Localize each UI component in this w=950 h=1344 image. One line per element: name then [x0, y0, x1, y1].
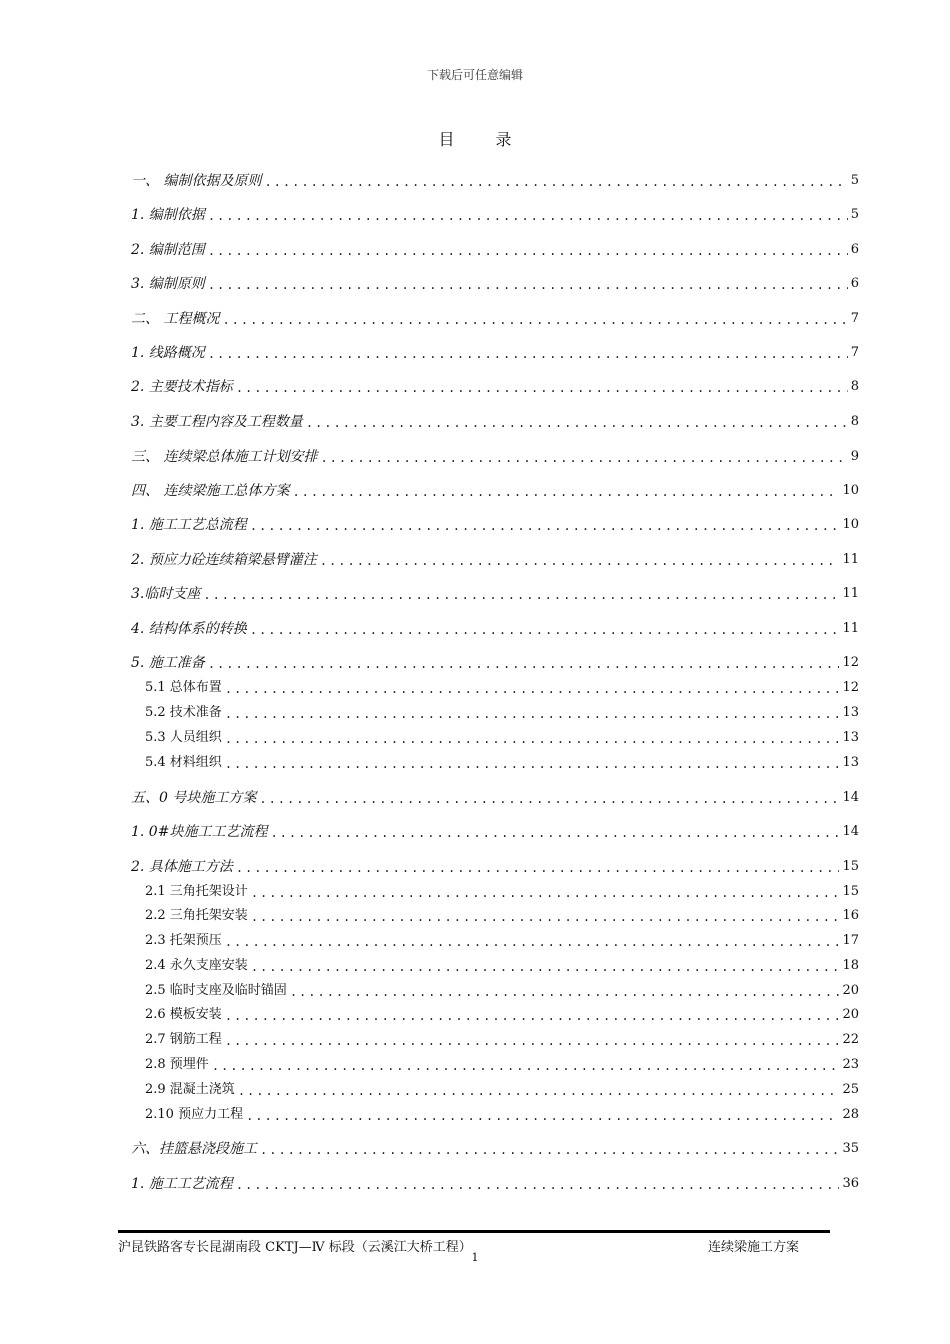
toc-entry-page: 22: [842, 1032, 859, 1047]
toc-dot-leader: [306, 414, 848, 432]
toc-entry-page: 13: [842, 705, 859, 720]
toc-dot-leader: [250, 621, 840, 639]
toc-dot-leader: [260, 1141, 839, 1159]
toc-entry-page: 14: [842, 824, 859, 839]
toc-entry[interactable]: [131, 274, 859, 294]
toc-entry[interactable]: [131, 550, 859, 570]
toc-entry-label: 1. 施工工艺总流程: [131, 517, 247, 533]
toc-entry[interactable]: [131, 205, 859, 225]
toc-entry-label: 2.7 钢筋工程: [145, 1032, 222, 1047]
toc-dot-leader: [225, 755, 840, 773]
toc-dot-leader: [236, 379, 848, 397]
toc-entry-label: 2.10 预应力工程: [145, 1107, 244, 1122]
toc-entry-page: 8: [850, 379, 859, 394]
toc-entry-label: 2. 具体施工方法: [131, 859, 233, 875]
toc-entry[interactable]: [131, 584, 859, 604]
toc-entry-page: 13: [842, 755, 859, 770]
toc-dot-leader: [264, 173, 847, 191]
toc-entry-page: 25: [842, 1082, 859, 1097]
toc-dot-leader: [290, 983, 840, 1001]
toc-entry-page: 11: [842, 621, 859, 636]
toc-entry[interactable]: [131, 240, 859, 260]
toc-entry-page: 16: [842, 908, 859, 923]
toc-dot-leader: [222, 311, 847, 329]
toc-entry[interactable]: [145, 956, 859, 976]
toc-dot-leader: [251, 884, 840, 902]
toc-entry-label: 2.6 模板安装: [145, 1007, 222, 1022]
toc-entry-label: 2.5 临时支座及临时锚固: [145, 983, 287, 998]
toc-entry-label: 4. 结构体系的转换: [131, 621, 247, 637]
toc-entry[interactable]: [131, 619, 859, 639]
toc-entry[interactable]: [145, 678, 859, 698]
toc-dot-leader: [225, 1032, 840, 1050]
toc-entry-page: 13: [842, 730, 859, 745]
toc-entry-label: 2.1 三角托架设计: [145, 884, 248, 899]
toc-entry-label: 1. 线路概况: [131, 345, 205, 361]
toc-entry[interactable]: [131, 788, 859, 808]
toc-dot-leader: [259, 790, 839, 808]
toc-dot-leader: [238, 1082, 840, 1100]
toc-entry-label: 二、 工程概况: [131, 311, 220, 327]
toc-entry[interactable]: [131, 171, 859, 191]
toc-entry[interactable]: [131, 822, 859, 842]
toc-entry-label: 2. 编制范围: [131, 242, 205, 258]
toc-entry-label: 1. 施工工艺流程: [131, 1176, 233, 1192]
toc-entry[interactable]: [131, 412, 859, 432]
toc-entry-label: 1. 编制依据: [131, 207, 205, 223]
toc-entry[interactable]: [145, 703, 859, 723]
toc-entry-page: 5: [850, 207, 859, 222]
toc-entry-page: 6: [850, 276, 859, 291]
toc-dot-leader: [225, 730, 840, 748]
toc-entry-label: 2. 主要技术指标: [131, 379, 233, 395]
toc-entry[interactable]: [131, 447, 859, 467]
toc-entry-label: 2.9 混凝土浇筑: [145, 1082, 235, 1097]
toc-entry-label: 六、挂篮悬浇段施工: [131, 1141, 257, 1157]
toc-entry[interactable]: [145, 931, 859, 951]
toc-entry-page: 10: [842, 517, 859, 532]
toc-entry[interactable]: [145, 1030, 859, 1050]
toc-entry-label: 四、 连续梁施工总体方案: [131, 483, 290, 499]
toc-entry-label: 3. 主要工程内容及工程数量: [131, 414, 303, 430]
toc-dot-leader: [212, 1057, 840, 1075]
toc-entry-label: 2.4 永久支座安装: [145, 958, 248, 973]
toc-dot-leader: [208, 207, 848, 225]
toc-entry-label: 2. 预应力砼连续箱梁悬臂灌注: [131, 552, 317, 568]
toc-dot-leader: [225, 705, 840, 723]
header-watermark: 下载后可任意编辑: [426, 68, 523, 82]
toc-entry-page: 12: [842, 655, 859, 670]
toc-dot-leader: [320, 449, 847, 467]
toc-entry-page: 12: [842, 680, 859, 695]
toc-dot-leader: [250, 517, 840, 535]
toc-entry-label: 3. 编制原则: [131, 276, 205, 292]
toc-entry[interactable]: [145, 1005, 859, 1025]
toc-entry-page: 7: [850, 345, 859, 360]
toc-entry-page: 18: [842, 958, 859, 973]
toc-dot-leader: [225, 680, 840, 698]
toc-entry-page: 11: [842, 552, 859, 567]
toc-entry-label: 5.3 人员组织: [145, 730, 222, 745]
toc-entry-label: 五、0 号块施工方案: [131, 790, 257, 806]
footer-document-name: 连续梁施工方案: [708, 1240, 800, 1255]
toc-entry-label: 3.临时支座: [131, 586, 201, 602]
toc-dot-leader: [270, 824, 839, 842]
toc-entry[interactable]: [131, 1174, 859, 1194]
toc-dot-leader: [225, 1007, 840, 1025]
toc-dot-leader: [246, 1107, 839, 1125]
toc-entry[interactable]: [145, 1105, 859, 1125]
toc-entry-label: 一、 编制依据及原则: [131, 173, 262, 189]
toc-entry[interactable]: [145, 728, 859, 748]
toc-entry-page: 11: [842, 586, 859, 601]
toc-entry[interactable]: [145, 882, 859, 902]
toc-entry-page: 6: [850, 242, 859, 257]
toc-entry-label: 三、 连续梁总体施工计划安排: [131, 449, 318, 465]
toc-dot-leader: [203, 586, 839, 604]
toc-entry[interactable]: [145, 1055, 859, 1075]
toc-dot-leader: [208, 242, 848, 260]
toc-entry[interactable]: [131, 515, 859, 535]
toc-entry-page: 8: [850, 414, 859, 429]
toc-entry-label: 2.3 托架预压: [145, 933, 222, 948]
toc-entry-page: 14: [842, 790, 859, 805]
footer-page-number: 1: [471, 1251, 479, 1264]
toc-entry[interactable]: [131, 377, 859, 397]
toc-entry[interactable]: [145, 753, 859, 773]
toc-entry-page: 15: [842, 884, 859, 899]
toc-entry-page: 20: [842, 983, 859, 998]
toc-entry-label: 5.1 总体布置: [145, 680, 222, 695]
toc-entry-page: 15: [842, 859, 859, 874]
toc-entry-label: 1. 0#块施工工艺流程: [131, 824, 268, 840]
toc-entry-page: 36: [842, 1176, 859, 1191]
toc-entry[interactable]: [145, 981, 859, 1001]
toc-entry-label: 2.8 预埋件: [145, 1057, 209, 1072]
toc-dot-leader: [225, 933, 840, 951]
toc-entry-page: 10: [842, 483, 859, 498]
toc-entry-page: 9: [850, 449, 859, 464]
toc-entry-label: 5. 施工准备: [131, 655, 205, 671]
toc-entry-page: 23: [842, 1057, 859, 1072]
toc-entry-label: 5.2 技术准备: [145, 705, 222, 720]
toc-entry-page: 28: [842, 1107, 859, 1122]
toc-entry-page: 17: [842, 933, 859, 948]
toc-entry-page: 7: [850, 311, 859, 326]
toc-entry[interactable]: [145, 1080, 859, 1100]
toc-dot-leader: [320, 552, 840, 570]
toc-entry[interactable]: [131, 1139, 859, 1159]
toc-entry-page: 5: [850, 173, 859, 188]
toc-entry-page: 35: [842, 1141, 859, 1156]
toc-entry-page: 20: [842, 1007, 859, 1022]
toc-entry[interactable]: [145, 906, 859, 926]
toc-dot-leader: [208, 345, 848, 363]
toc-dot-leader: [251, 958, 840, 976]
toc-dot-leader: [292, 483, 839, 501]
toc-entry-label: 5.4 材料组织: [145, 755, 222, 770]
toc-dot-leader: [208, 276, 848, 294]
toc-entry[interactable]: [131, 653, 859, 673]
page-title: 目 录: [438, 130, 530, 149]
toc-dot-leader: [236, 1176, 840, 1194]
toc-entry[interactable]: [131, 481, 859, 501]
footer-project-name: 沪昆铁路客专长昆湖南段 CKTJ—Ⅳ 标段（云溪江大桥工程）: [118, 1240, 472, 1255]
toc-entry[interactable]: [131, 343, 859, 363]
footer-divider: [118, 1230, 830, 1233]
toc-entry[interactable]: [131, 309, 859, 329]
toc-entry-label: 2.2 三角托架安装: [145, 908, 248, 923]
toc-dot-leader: [208, 655, 840, 673]
toc-entry[interactable]: [131, 857, 859, 877]
toc-dot-leader: [236, 859, 840, 877]
toc-dot-leader: [251, 908, 840, 926]
